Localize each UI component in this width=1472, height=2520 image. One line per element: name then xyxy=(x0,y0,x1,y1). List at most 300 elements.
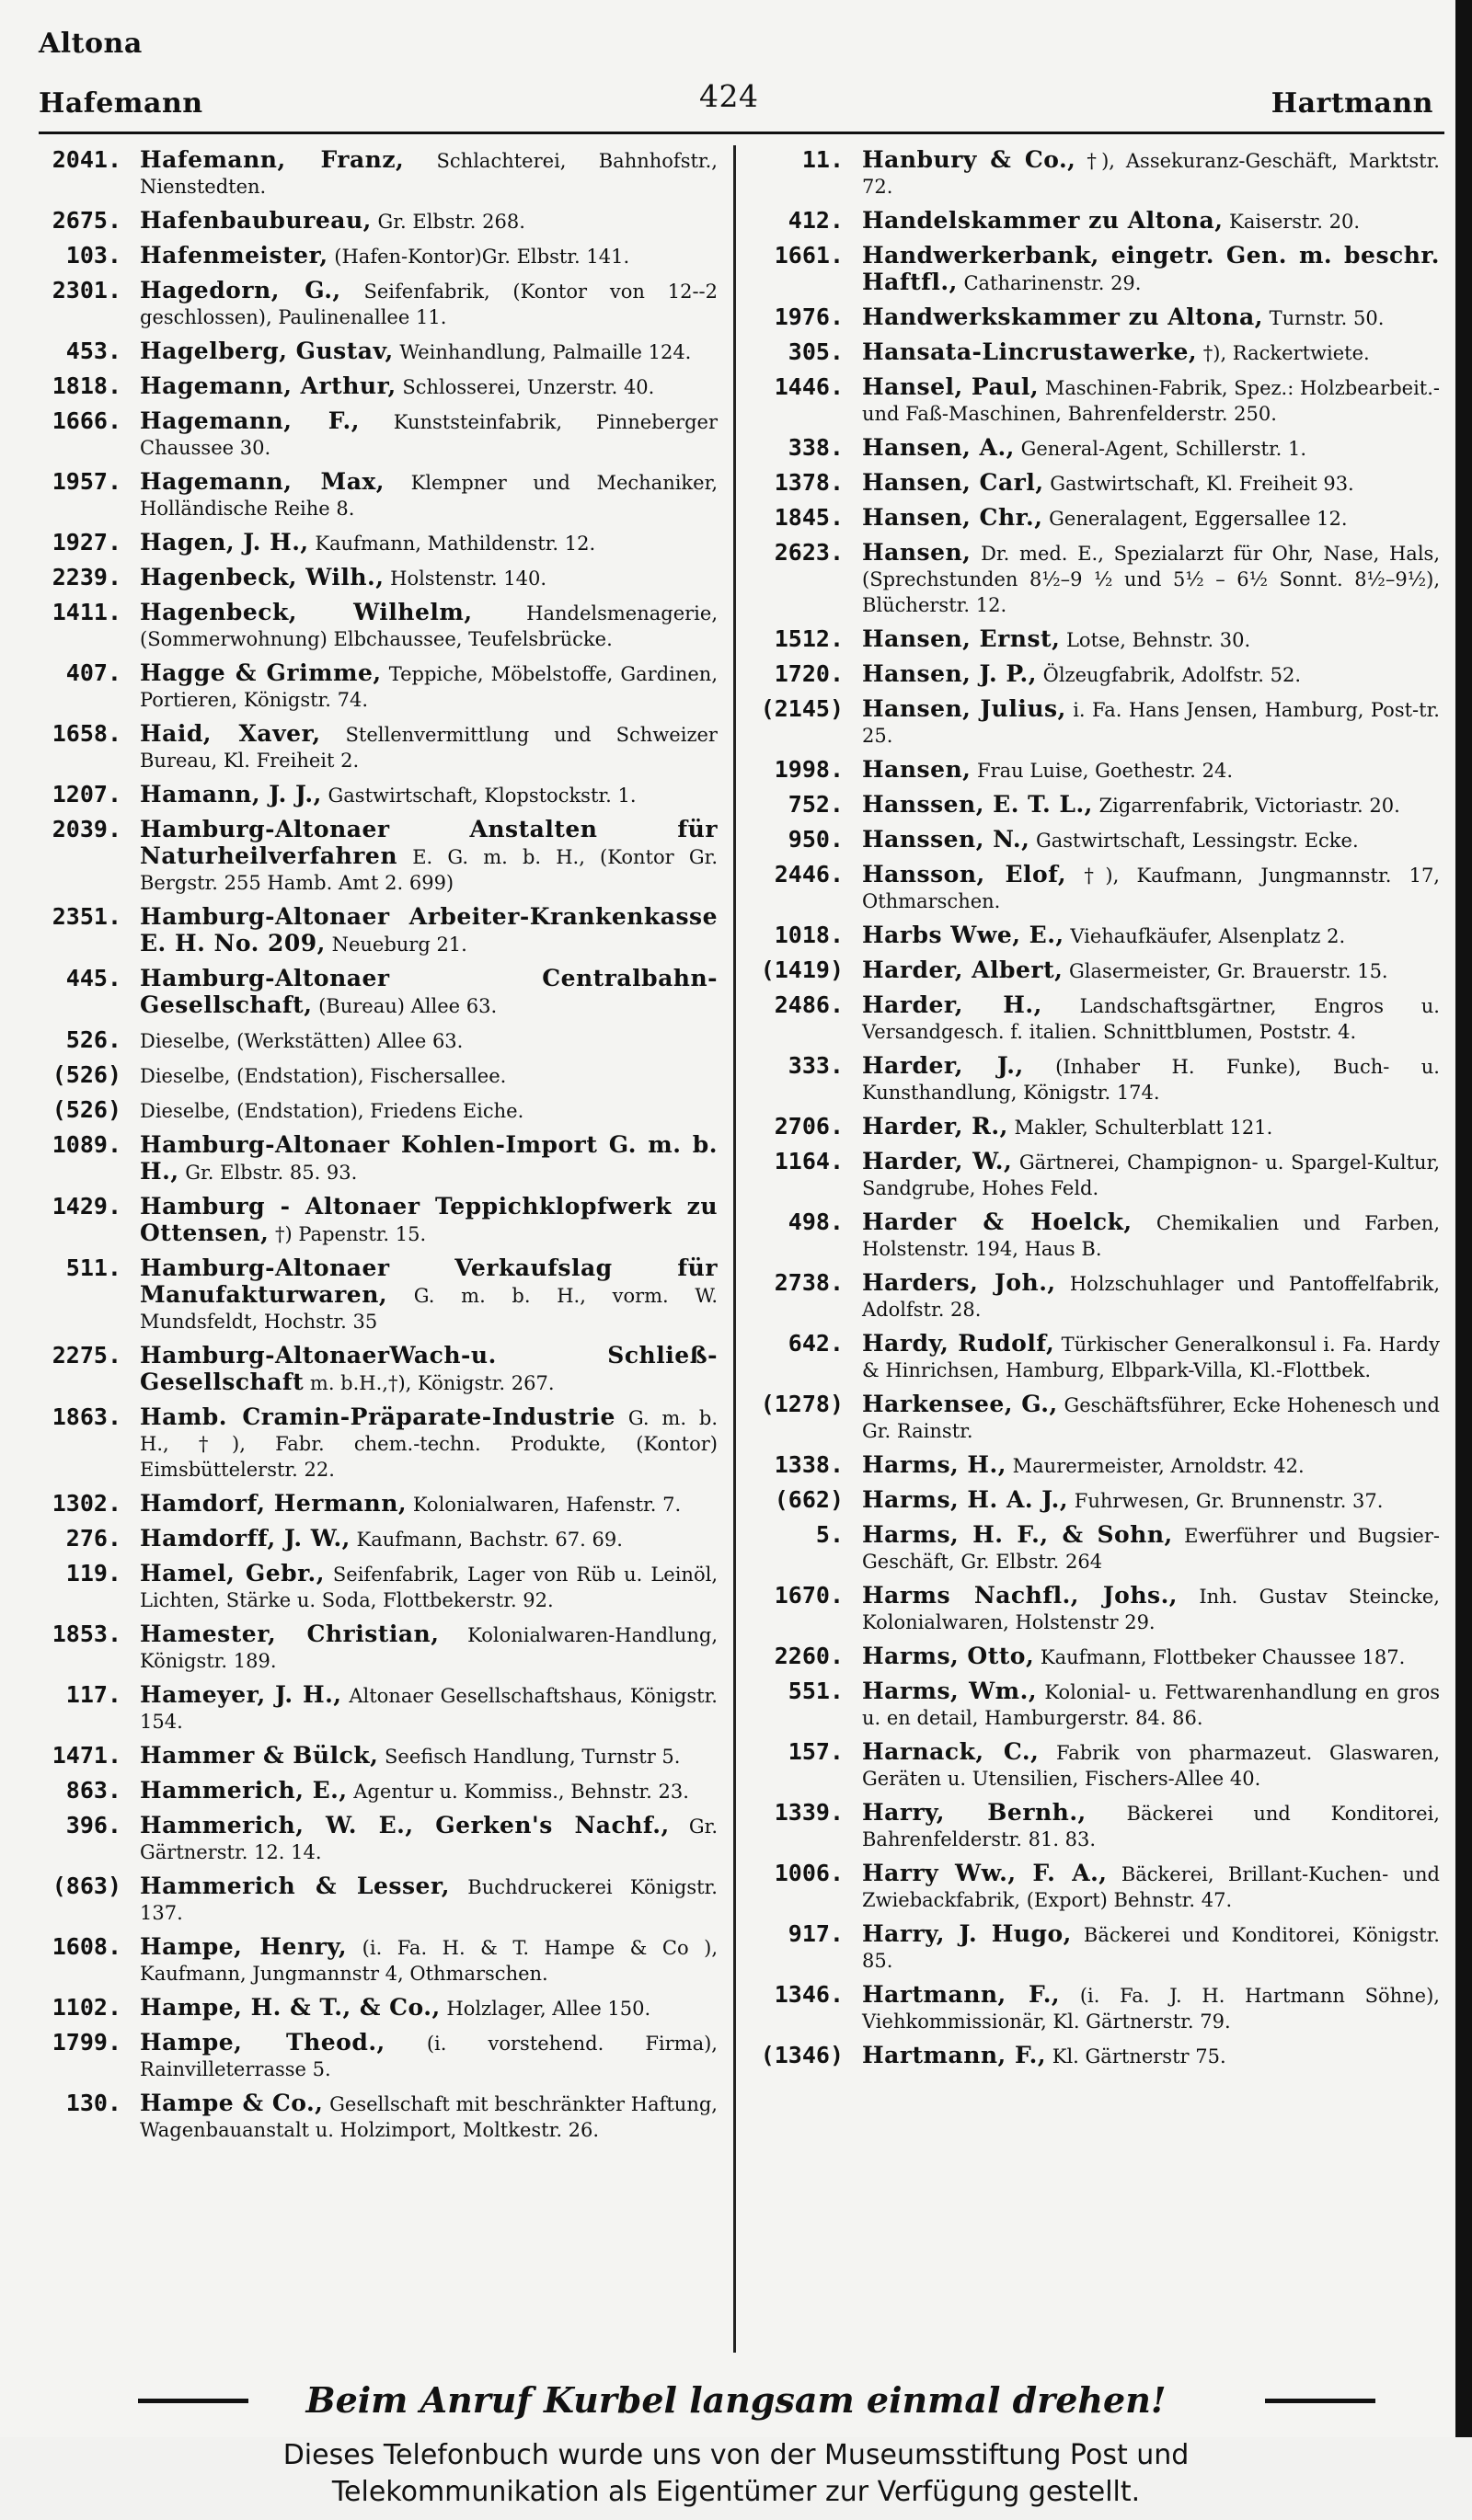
directory-entry xyxy=(37,904,718,957)
page-number: 424 xyxy=(699,78,759,114)
directory-entry xyxy=(37,408,718,461)
subscriber-name: Harkensee, G., xyxy=(862,1391,1058,1417)
subscriber-details: Stellenvermittlung und Schweizer Bureau, Kl. Freiheit 2. xyxy=(140,724,718,772)
directory-entry xyxy=(759,1522,1440,1575)
right-column xyxy=(759,147,1440,2078)
subscriber-name: Hamburg-Altonaer Verkaufslag für Manufakturwaren, xyxy=(140,1254,718,1308)
subscriber-details: Maschinen-Fabrik, Spez.: Holzbearbeit.- und Faß-Maschinen, Bahrenfelderstr. 250. xyxy=(862,377,1440,425)
phone-number: 1799. xyxy=(52,2029,121,2056)
directory-entry xyxy=(37,817,718,896)
subscriber-name: Hartmann, F., xyxy=(862,1981,1061,2008)
directory-entry xyxy=(37,1873,718,1926)
directory-entry xyxy=(37,1621,718,1674)
subscriber-details: Seifenfabrik, Lager von Rüb u. Leinöl, Lichten, Stärke u. Soda, Flottbekerstr. 92. xyxy=(140,1564,718,1611)
phone-number: 1378. xyxy=(774,469,844,496)
phone-number: 1302. xyxy=(52,1490,121,1517)
directory-entry xyxy=(759,696,1440,749)
subscriber-details: Kunststeinfabrik, Pinneberger Chaussee 30. xyxy=(140,411,718,459)
phone-number: 511. xyxy=(65,1254,121,1281)
subscriber-details: (i. vorstehend. Firma), Rainvilleterrasse 5. xyxy=(140,2033,718,2080)
subscriber-details: Fuhrwesen, Gr. Brunnenstr. 37. xyxy=(1074,1490,1384,1512)
subscriber-name: Harnack, C., xyxy=(862,1738,1040,1765)
directory-entry xyxy=(759,1209,1440,1262)
subscriber-name: Hanssen, N., xyxy=(862,826,1030,853)
phone-number: 1512. xyxy=(774,625,844,652)
subscriber-details: Seifenfabrik, (Kontor von 12--2 geschlossen), Paulinenallee 11. xyxy=(140,281,718,328)
directory-entry xyxy=(37,1132,718,1186)
subscriber-name: Harry, Bernh., xyxy=(862,1799,1087,1826)
directory-entry xyxy=(37,2090,718,2143)
phone-number: 2239. xyxy=(52,564,121,590)
directory-entry xyxy=(37,278,718,330)
subscriber-details: Kaufmann, Mathildenstr. 12. xyxy=(315,533,596,555)
directory-entry xyxy=(37,1491,718,1518)
entry-text xyxy=(862,505,1440,532)
subscriber-name: Hansen, xyxy=(862,539,972,566)
directory-entry xyxy=(759,1331,1440,1383)
subscriber-details: Kaufmann, Bachstr. 67. 69. xyxy=(356,1529,623,1551)
subscriber-details: Türkischer Generalkonsul i. Fa. Hardy & Hinrichsen, Hamburg, Elbpark-Villa, Kl.-Flottbek. xyxy=(862,1334,1440,1381)
directory-entry xyxy=(759,757,1440,784)
subscriber-name: Harms, H. A. J., xyxy=(862,1486,1069,1513)
city-heading: Altona xyxy=(39,28,143,60)
phone-number: 2275. xyxy=(52,1342,121,1369)
subscriber-details: †) Papenstr. 15. xyxy=(275,1223,427,1245)
subscriber-details: †), Assekuranz-Geschäft, Marktstr. 72. xyxy=(862,150,1440,198)
phone-number: 1471. xyxy=(52,1742,121,1769)
directory-entry xyxy=(759,862,1440,914)
directory-entry xyxy=(759,1270,1440,1323)
phone-number: 1957. xyxy=(52,468,121,495)
subscriber-details: †), Rackertwiete. xyxy=(1202,342,1370,364)
subscriber-name: Hansen, Chr., xyxy=(862,504,1043,531)
phone-number: 1207. xyxy=(52,781,121,808)
subscriber-name: Harms, H., xyxy=(862,1451,1006,1478)
subscriber-details: (Inhaber H. Funke), Buch- u. Kunsthandlung, Königstr. 174. xyxy=(862,1056,1440,1104)
directory-entry xyxy=(37,782,718,808)
phone-number: 1006. xyxy=(774,1860,844,1886)
entry-text xyxy=(140,1132,718,1186)
phone-number: 950. xyxy=(788,826,844,853)
phone-number: 1998. xyxy=(774,756,844,783)
entry-text xyxy=(140,2090,718,2143)
directory-entry xyxy=(759,1392,1440,1444)
entry-text xyxy=(862,1861,1440,1913)
phone-number: 2351. xyxy=(52,903,121,930)
phone-number: 119. xyxy=(65,1560,121,1586)
entry-text xyxy=(862,374,1440,427)
phone-number: 2623. xyxy=(774,539,844,566)
subscriber-name: Hamburg-Altonaer Kohlen-Import G. m. b. H., xyxy=(140,1131,718,1185)
subscriber-details: Handelsmenagerie, (Sommerwohnung) Elbchaussee, Teufelsbrücke. xyxy=(140,602,718,650)
subscriber-name: Handelskammer zu Altona, xyxy=(862,207,1224,234)
subscriber-details: Holzschuhlager und Pantoffelfabrik, Adolfstr. 28. xyxy=(862,1273,1440,1321)
subscriber-name: Harbs Wwe, E., xyxy=(862,922,1064,948)
phone-number: 1818. xyxy=(52,372,121,399)
phone-number: (2145) xyxy=(760,695,844,722)
directory-entry xyxy=(759,435,1440,462)
entry-text xyxy=(862,304,1440,331)
subscriber-details: G. m. b. H., †), Fabr. chem.-techn. Produkte, (Kontor) Eimsbüttelerstr. 22. xyxy=(140,1407,718,1481)
phone-number: 412. xyxy=(788,207,844,234)
directory-entry xyxy=(759,470,1440,497)
subscriber-details: Zigarrenfabrik, Victoriastr. 20. xyxy=(1098,795,1400,817)
subscriber-name: Hameyer, J. H., xyxy=(140,1681,342,1708)
subscriber-details: Turnstr. 50. xyxy=(1269,307,1385,329)
subscriber-name: Harry Ww., F. A., xyxy=(862,1860,1108,1886)
subscriber-name: Hamel, Gebr., xyxy=(140,1560,325,1586)
entry-text xyxy=(862,1149,1440,1201)
subscriber-name: Hampe & Co., xyxy=(140,2090,324,2116)
subscriber-details: Gastwirtschaft, Kl. Freiheit 93. xyxy=(1050,473,1354,495)
entry-text xyxy=(140,966,718,1019)
subscriber-details: Gesellschaft mit beschränkter Haftung, Wagenbauanstalt u. Holzimport, Moltkestr. 26. xyxy=(140,2093,718,2141)
phone-number: 526. xyxy=(65,1026,121,1053)
entry-text xyxy=(862,1678,1440,1731)
entry-text xyxy=(140,660,718,713)
page-edge-shadow xyxy=(1455,0,1472,2437)
directory-entry xyxy=(37,1813,718,1865)
directory-entry xyxy=(37,338,718,365)
entry-text xyxy=(140,208,718,235)
subscriber-details: Ölzeugfabrik, Adolfstr. 52. xyxy=(1042,664,1302,686)
subscriber-name: Hagge & Grimme, xyxy=(140,659,382,686)
directory-entry xyxy=(759,374,1440,427)
phone-number: 453. xyxy=(65,338,121,364)
subscriber-name: Hartmann, F., xyxy=(862,2042,1047,2068)
directory-entry xyxy=(37,1404,718,1483)
phone-number: 2039. xyxy=(52,816,121,842)
directory-entry xyxy=(37,469,718,521)
subscriber-details: Ewerführer und Bugsier-Geschäft, Gr. Elbstr. 264 xyxy=(862,1525,1440,1573)
subscriber-name: Hagenbeck, Wilh., xyxy=(140,564,385,590)
subscriber-details: i. Fa. Hans Jensen, Hamburg, Post-tr. 25. xyxy=(862,699,1440,747)
entry-text xyxy=(140,1682,718,1735)
subscriber-details: Kolonial- u. Fettwarenhandlung en gros u. en detail, Hamburgerstr. 84. 86. xyxy=(862,1681,1440,1729)
phone-number: 1018. xyxy=(774,922,844,948)
subscriber-name: Harms, Otto, xyxy=(862,1643,1035,1669)
phone-number: 305. xyxy=(788,338,844,365)
directory-entry xyxy=(759,540,1440,618)
phone-number: 1658. xyxy=(52,720,121,747)
subscriber-details: Lotse, Behnstr. 30. xyxy=(1065,629,1251,651)
phone-number: (1278) xyxy=(760,1391,844,1417)
entry-text xyxy=(140,565,718,591)
subscriber-name: Harder, Albert, xyxy=(862,956,1064,983)
phone-number: (526) xyxy=(52,1061,121,1088)
directory-entry xyxy=(759,1921,1440,1974)
column-divider xyxy=(733,145,736,2353)
entry-text xyxy=(140,1404,718,1483)
directory-entry xyxy=(37,373,718,400)
phone-number: 551. xyxy=(788,1678,844,1704)
directory-entry xyxy=(37,721,718,773)
subscriber-name: Hanbury & Co., xyxy=(862,146,1076,173)
phone-number: 1339. xyxy=(774,1799,844,1826)
entry-text xyxy=(862,1739,1440,1792)
subscriber-details: Agentur u. Kommiss., Behnstr. 23. xyxy=(353,1781,689,1803)
directory-entry xyxy=(37,1995,718,2022)
subscriber-name: Hampe, Theod., xyxy=(140,2029,385,2056)
entry-text xyxy=(862,1452,1440,1479)
entry-text xyxy=(862,1982,1440,2034)
phone-number: (1346) xyxy=(760,2042,844,2068)
subscriber-name: Hafenmeister, xyxy=(140,242,328,269)
subscriber-name: Hardy, Rudolf, xyxy=(862,1330,1055,1357)
entry-text xyxy=(140,1743,718,1770)
directory-entry xyxy=(759,1739,1440,1792)
phone-number: 1446. xyxy=(774,373,844,400)
directory-entry xyxy=(37,1682,718,1735)
directory-entry xyxy=(37,243,718,269)
subscriber-details: Generalagent, Eggersallee 12. xyxy=(1049,508,1348,530)
phone-number: (662) xyxy=(774,1486,844,1513)
entry-text xyxy=(862,1921,1440,1974)
subscriber-name: Harder, J., xyxy=(862,1052,1024,1079)
phone-number: 1346. xyxy=(774,1981,844,2008)
directory-entry xyxy=(37,147,718,200)
subscriber-name: Hammerich, W. E., Gerken's Nachf., xyxy=(140,1812,670,1838)
entry-text xyxy=(862,1644,1440,1670)
phone-number: 1845. xyxy=(774,504,844,531)
entry-text xyxy=(140,1194,718,1247)
directory-entry xyxy=(759,208,1440,235)
subscriber-details: Kaiserstr. 20. xyxy=(1229,211,1360,233)
entry-text xyxy=(862,1522,1440,1575)
directory-entry xyxy=(759,1053,1440,1105)
directory-entry xyxy=(759,505,1440,532)
phone-number: 1102. xyxy=(52,1994,121,2021)
phone-number: 1927. xyxy=(52,529,121,556)
directory-entry xyxy=(759,792,1440,819)
subscriber-details: Neueburg 21. xyxy=(331,934,467,956)
phone-number: (526) xyxy=(52,1096,121,1123)
subscriber-details: Gr. Elbstr. 85. 93. xyxy=(185,1162,358,1184)
entry-text xyxy=(140,1873,718,1926)
entry-text xyxy=(140,147,718,200)
subscriber-name: Hampe, Henry, xyxy=(140,1933,348,1960)
directory-entry xyxy=(37,2030,718,2082)
subscriber-details: Maurermeister, Arnoldstr. 42. xyxy=(1012,1455,1305,1477)
entry-text xyxy=(140,1934,718,1987)
entry-text xyxy=(862,243,1440,296)
directory-entry xyxy=(37,1743,718,1770)
subscriber-details: G. m. b. H., vorm. W. Mundsfeldt, Hochstr. 35 xyxy=(140,1285,718,1333)
directory-entry xyxy=(759,147,1440,200)
phone-number: 2301. xyxy=(52,277,121,304)
subscriber-name: Hansen, Ernst, xyxy=(862,625,1061,652)
entry-text xyxy=(862,862,1440,914)
directory-entry xyxy=(759,1452,1440,1479)
entry-text xyxy=(140,278,718,330)
entry-text xyxy=(140,2030,718,2082)
entry-text xyxy=(862,1583,1440,1635)
directory-entry xyxy=(37,565,718,591)
subscriber-name: Harder, H., xyxy=(862,991,1042,1018)
entry-text xyxy=(140,904,718,957)
directory-entry xyxy=(759,1114,1440,1140)
phone-number: 1338. xyxy=(774,1451,844,1478)
subscriber-name: Hagelberg, Gustav, xyxy=(140,338,394,364)
directory-entry xyxy=(37,1194,718,1247)
last-keyword: Hartmann xyxy=(1271,87,1433,120)
directory-entry xyxy=(37,1255,718,1334)
subscriber-name: Hansel, Paul, xyxy=(862,373,1040,400)
phone-number: 917. xyxy=(788,1920,844,1947)
entry-text xyxy=(862,540,1440,618)
entry-text xyxy=(862,1053,1440,1105)
directory-entry xyxy=(759,1678,1440,1731)
subscriber-name: Hansata-Lincrustawerke, xyxy=(862,338,1198,365)
phone-number: 5. xyxy=(815,1521,844,1548)
subscriber-details: Klempner und Mechaniker, Holländische Reihe 8. xyxy=(140,472,718,520)
entry-text xyxy=(862,147,1440,200)
entry-text xyxy=(862,696,1440,749)
subscriber-name: Harms, Wm., xyxy=(862,1678,1038,1704)
entry-text xyxy=(140,1813,718,1865)
entry-text xyxy=(862,792,1440,819)
subscriber-name: Hagen, J. H., xyxy=(140,529,309,556)
entry-text xyxy=(862,626,1440,653)
phone-number: 445. xyxy=(65,965,121,991)
subscriber-details: Viehaufkäufer, Alsenplatz 2. xyxy=(1070,925,1346,947)
phone-number: 1720. xyxy=(774,660,844,687)
subscriber-name: Harder & Hoelck, xyxy=(862,1208,1133,1235)
phone-number: 338. xyxy=(788,434,844,461)
entry-text xyxy=(140,373,718,400)
subscriber-details: Geschäftsführer, Ecke Hohenesch und Gr. Rainstr. xyxy=(862,1394,1440,1442)
subscriber-details: (i. Fa. J. H. Hartmann Söhne), Viehkommissionär, Kl. Gärtnerstr. 79. xyxy=(862,1985,1440,2033)
phone-number: 1853. xyxy=(52,1621,121,1647)
directory-entry xyxy=(759,1149,1440,1201)
subscriber-name: Hamann, J. J., xyxy=(140,781,322,808)
phone-number: 1976. xyxy=(774,304,844,330)
subscriber-details: †), Kaufmann, Jungmannstr. 17, Othmarschen. xyxy=(862,865,1440,912)
subscriber-name: Hamburg-Altonaer Centralbahn-Gesellschaft, xyxy=(140,965,718,1018)
entry-text xyxy=(862,992,1440,1045)
entry-text xyxy=(140,1526,718,1552)
header-rule xyxy=(39,132,1444,134)
subscriber-details: Holzlager, Allee 150. xyxy=(446,1998,651,2020)
directory-entry xyxy=(759,2043,1440,2069)
subscriber-name: Hansen, Julius, xyxy=(862,695,1066,722)
entry-text xyxy=(862,1209,1440,1262)
directory-entry xyxy=(37,660,718,713)
directory-entry xyxy=(37,1343,718,1396)
phone-number: (863) xyxy=(52,1873,121,1899)
directory-entry xyxy=(37,1934,718,1987)
subscriber-name: Hansen, Carl, xyxy=(862,469,1044,496)
directory-entry xyxy=(759,1583,1440,1635)
directory-entry xyxy=(37,1778,718,1804)
entry-text xyxy=(140,1778,718,1804)
subscriber-name: Hampe, H. & T., & Co., xyxy=(140,1994,441,2021)
directory-entry xyxy=(37,1027,718,1054)
left-column xyxy=(37,147,718,2151)
phone-number: 2260. xyxy=(774,1643,844,1669)
phone-number: 103. xyxy=(65,242,121,269)
phone-number: (1419) xyxy=(760,956,844,983)
entry-text xyxy=(140,1343,718,1396)
entry-text xyxy=(862,435,1440,462)
subscriber-details: Frau Luise, Goethestr. 24. xyxy=(977,760,1234,782)
phone-number: 1863. xyxy=(52,1403,121,1430)
subscriber-details: Buchdruckerei Königstr. 137. xyxy=(140,1876,718,1924)
subscriber-name: Hammerich & Lesser, xyxy=(140,1873,450,1899)
phone-number: 407. xyxy=(65,659,121,686)
subscriber-details: Teppiche, Möbelstoffe, Gardinen, Portieren, Königstr. 74. xyxy=(140,663,719,711)
subscriber-name: Hamburg-Altonaer Anstalten für Naturheilverfahren xyxy=(140,816,718,869)
phone-number: 2486. xyxy=(774,991,844,1018)
entry-text xyxy=(140,1491,718,1518)
phone-number: 11. xyxy=(801,146,844,173)
subscriber-details: Kolonialwaren-Handlung, Königstr. 189. xyxy=(140,1624,718,1672)
directory-entry xyxy=(37,530,718,556)
directory-entry xyxy=(759,1982,1440,2034)
entry-text xyxy=(140,243,718,269)
subscriber-details: m. b.H.,†), Königstr. 267. xyxy=(309,1372,555,1394)
entry-text xyxy=(862,827,1440,853)
subscriber-details: Weinhandlung, Palmaille 124. xyxy=(399,341,692,363)
entry-text xyxy=(862,208,1440,235)
entry-text xyxy=(140,782,718,808)
directory-entry xyxy=(37,1561,718,1613)
directory-entry xyxy=(759,1644,1440,1670)
entry-text xyxy=(140,1255,718,1334)
subscriber-details: Gastwirtschaft, Klopstockstr. 1. xyxy=(328,785,637,807)
phone-number: 2706. xyxy=(774,1113,844,1140)
subscriber-details: Dr. med. E., Spezialarzt für Ohr, Nase, Hals, (Sprechstunden 8½–9 ½ und 5½ – 6½ Sonnt. 8½–9½), Blücherstr. 12. xyxy=(862,543,1440,616)
subscriber-details: Gastwirtschaft, Lessingstr. Ecke. xyxy=(1035,830,1359,852)
entry-text xyxy=(862,922,1440,949)
directory-entry xyxy=(759,827,1440,853)
subscriber-details: Landschaftsgärtner, Engros u. Versandgesch. f. italien. Schnittblumen, Poststr. 4. xyxy=(862,995,1440,1043)
subscriber-name: Hamburg-Altonaer Arbeiter-Krankenkasse E. H. No. 209, xyxy=(140,903,718,956)
ownership-footer xyxy=(0,2437,1472,2520)
subscriber-details: Fabrik von pharmazeut. Glaswaren, Geräten u. Utensilien, Fischers-Allee 40. xyxy=(862,1742,1440,1790)
entry-text xyxy=(140,817,718,896)
entry-text xyxy=(140,1027,718,1054)
footer-line-1: Dieses Telefonbuch wurde uns von der Museumsstiftung Post und xyxy=(282,2439,1190,2471)
subscriber-name: Harry, J. Hugo, xyxy=(862,1920,1072,1947)
first-keyword: Hafemann xyxy=(39,87,203,120)
directory-entry xyxy=(759,1861,1440,1913)
subscriber-details: Kolonialwaren, Hafenstr. 7. xyxy=(412,1494,682,1516)
subscriber-name: Hamburg-AltonaerWach-u. Schließ-Gesellschaft xyxy=(140,1342,718,1395)
subscriber-name: Handwerkskammer zu Altona, xyxy=(862,304,1263,330)
entry-text xyxy=(862,1392,1440,1444)
subscriber-details: Bäckerei und Konditorei, Bahrenfelderstr. 81. 83. xyxy=(862,1803,1440,1850)
subscriber-details: Schlachterei, Bahnhofstr., Nienstedten. xyxy=(140,150,718,198)
subscriber-details: Altonaer Gesellschaftshaus, Königstr. 154. xyxy=(140,1685,718,1733)
phone-number: 333. xyxy=(788,1052,844,1079)
subscriber-details: (i. Fa. H. & T. Hampe & Co ), Kaufmann, Jungmannstr 4, Othmarschen. xyxy=(140,1937,718,1985)
entry-text xyxy=(862,957,1440,984)
subscriber-name: Hagenbeck, Wilhelm, xyxy=(140,599,473,625)
subscriber-name: Hafemann, Franz, xyxy=(140,146,405,173)
directory-entry xyxy=(37,600,718,652)
subscriber-details: Dieselbe, (Endstation), Friedens Eiche. xyxy=(140,1100,524,1122)
entry-text xyxy=(140,338,718,365)
subscriber-details: (Hafen-Kontor)Gr. Elbstr. 141. xyxy=(334,246,630,268)
subscriber-name: Hagemann, Arthur, xyxy=(140,372,397,399)
phone-number: 2041. xyxy=(52,146,121,173)
directory-entry xyxy=(759,992,1440,1045)
entry-text xyxy=(140,721,718,773)
subscriber-details: Schlosserei, Unzerstr. 40. xyxy=(402,376,655,398)
subscriber-name: Hamdorff, J. W., xyxy=(140,1525,351,1552)
entry-text xyxy=(862,470,1440,497)
